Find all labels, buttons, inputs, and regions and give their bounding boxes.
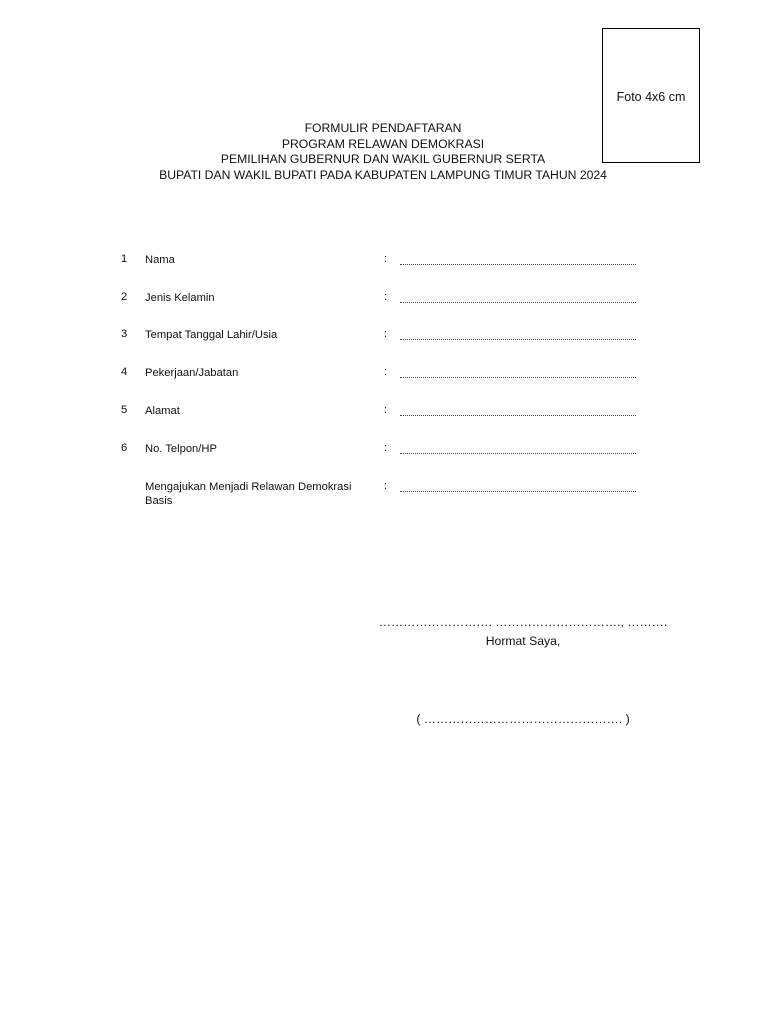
- field-row-ttl-usia: [0, 328, 768, 358]
- field-colon: :: [384, 253, 388, 265]
- field-colon: :: [384, 480, 388, 492]
- field-colon: :: [384, 328, 388, 340]
- field-label: Mengajukan Menjadi Relawan Demokrasi Basis: [145, 481, 352, 507]
- field-row-pekerjaan: [0, 366, 768, 396]
- field-colon: :: [384, 366, 388, 378]
- field-fill-line[interactable]: [400, 291, 636, 303]
- field-fill-line[interactable]: [400, 366, 636, 378]
- field-row-nama: [0, 253, 768, 283]
- signature-name-line[interactable]: ( …………………………………………. ): [416, 712, 630, 726]
- signature-block: [370, 614, 676, 649]
- photo-placeholder-box: [602, 28, 700, 163]
- field-fill-line[interactable]: [400, 253, 636, 265]
- field-fill-line[interactable]: [400, 442, 636, 454]
- field-label: Pekerjaan/Jabatan: [145, 367, 239, 379]
- field-label: Tempat Tanggal Lahir/Usia: [145, 329, 278, 341]
- field-row-alamat: [0, 404, 768, 434]
- election-title-line2: BUPATI DAN WAKIL BUPATI PADA KABUPATEN LAMPUNG TIMUR TAHUN 2024: [159, 167, 607, 182]
- field-number: 2: [121, 291, 128, 303]
- field-number: 5: [121, 404, 128, 416]
- field-number: 4: [121, 366, 128, 378]
- field-fill-line[interactable]: [400, 480, 636, 492]
- field-colon: :: [384, 404, 388, 416]
- greeting-text: Hormat Saya,: [485, 634, 561, 648]
- photo-label: Foto 4x6 cm: [616, 90, 686, 104]
- place-date-line[interactable]: ………………………. …………………………., ……….: [378, 615, 668, 629]
- field-label: Jenis Kelamin: [145, 292, 215, 304]
- form-title: FORMULIR PENDAFTARAN: [304, 121, 462, 135]
- field-row-jenis-kelamin: [0, 291, 768, 321]
- field-colon: :: [384, 291, 388, 303]
- field-colon: :: [384, 442, 388, 454]
- field-number: 3: [121, 328, 128, 340]
- field-number: 1: [121, 253, 128, 265]
- field-number: 6: [121, 442, 128, 454]
- field-row-pengajuan: [0, 480, 768, 510]
- election-title-line1: PEMILIHAN GUBERNUR DAN WAKIL GUBERNUR SERTA: [220, 152, 546, 167]
- field-label: Nama: [145, 254, 175, 266]
- field-label: No. Telpon/HP: [145, 443, 217, 455]
- field-fill-line[interactable]: [400, 328, 636, 340]
- field-label: Alamat: [145, 405, 180, 417]
- program-title: PROGRAM RELAWAN DEMOKRASI: [281, 136, 485, 151]
- field-row-telpon: [0, 442, 768, 472]
- form-header: [150, 121, 616, 183]
- field-fill-line[interactable]: [400, 404, 636, 416]
